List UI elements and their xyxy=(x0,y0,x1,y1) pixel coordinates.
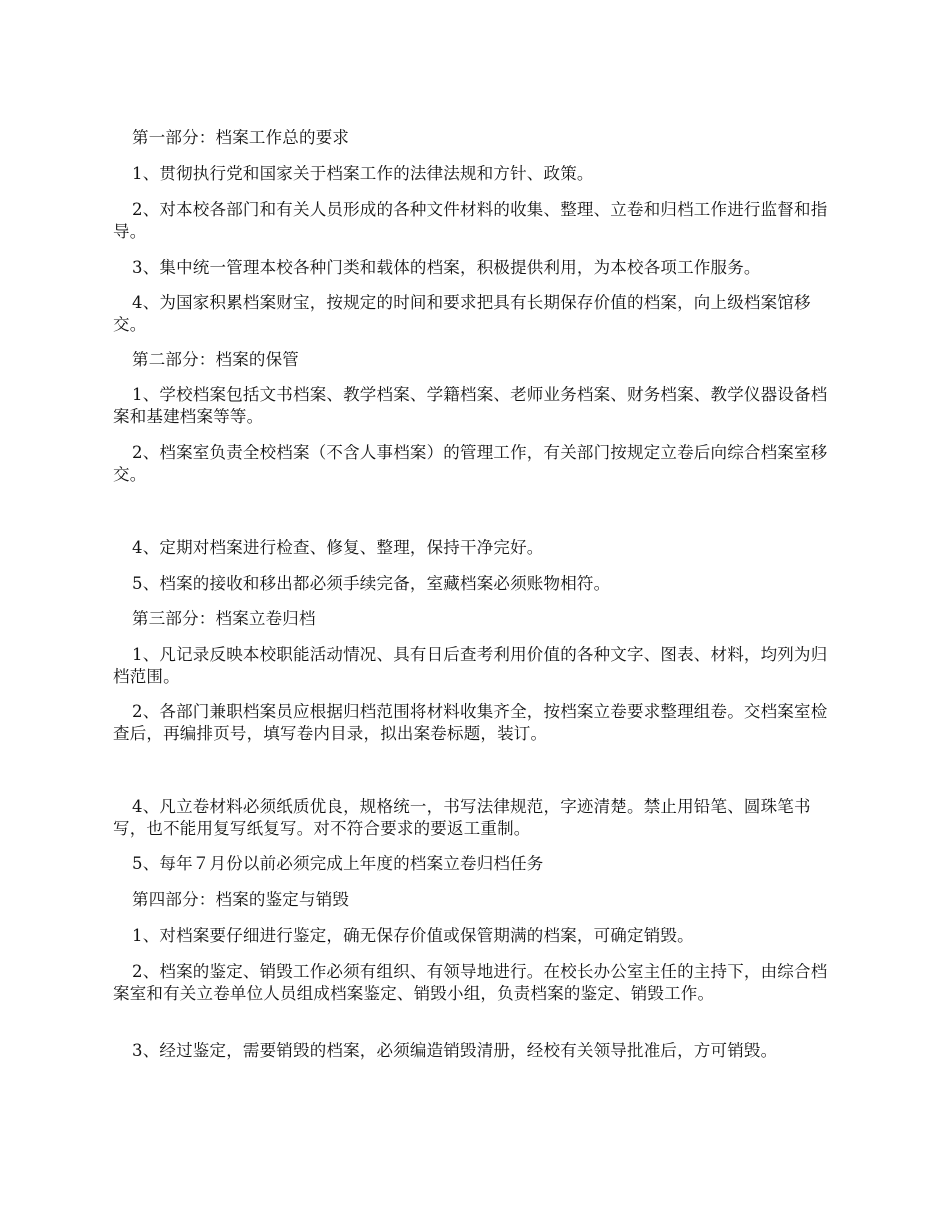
paragraph: 4、凡立卷材料必须纸质优良，规格统一，书写法律规范，字迹清楚。禁止用铅笔、圆珠笔书写，也不能用复写纸复写。对不符合要求的要返工重制。 xyxy=(113,797,811,838)
paragraph: 2、档案室负责全校档案（不含人事档案）的管理工作，有关部门按规定立卷后向综合档案室移交。 xyxy=(113,443,828,484)
section-heading-3: 第三部分：档案立卷归档 xyxy=(132,609,316,628)
section-heading-4: 第四部分：档案的鉴定与销毁 xyxy=(132,890,350,909)
paragraph: 3、经过鉴定，需要销毁的档案，必须编造销毁清册，经校有关领导批准后，方可销毁。 xyxy=(132,1041,778,1060)
paragraph: 5、每年７月份以前必须完成上年度的档案立卷归档任务 xyxy=(132,854,544,873)
paragraph: 3、集中统一管理本校各种门类和载体的档案，积极提供利用，为本校各项工作服务。 xyxy=(132,258,761,277)
paragraph: 4、定期对档案进行检查、修复、整理，保持干净完好。 xyxy=(132,538,544,557)
paragraph: 1、凡记录反映本校职能活动情况、具有日后查考利用价值的各种文字、图表、材料，均列为归档范围。 xyxy=(113,645,828,686)
section-heading-1: 第一部分：档案工作总的要求 xyxy=(132,128,350,147)
paragraph: 5、档案的接收和移出都必须手续完备，室藏档案必须账物相符。 xyxy=(132,574,611,593)
paragraph: 1、学校档案包括文书档案、教学档案、学籍档案、老师业务档案、财务档案、教学仪器设备档案和基建档案等等。 xyxy=(113,385,828,426)
paragraph: 1、贯彻执行党和国家关于档案工作的法律法规和方针、政策。 xyxy=(132,164,594,183)
paragraph: 2、对本校各部门和有关人员形成的各种文件材料的收集、整理、立卷和归档工作进行监督和指导。 xyxy=(113,200,828,241)
paragraph: 4、为国家积累档案财宝，按规定的时间和要求把具有长期保存价值的档案，向上级档案馆移交。 xyxy=(113,293,811,334)
paragraph: 1、对档案要仔细进行鉴定，确无保存价值或保管期满的档案，可确定销毁。 xyxy=(132,926,694,945)
section-heading-2: 第二部分：档案的保管 xyxy=(132,350,299,369)
paragraph: 2、档案的鉴定、销毁工作必须有组织、有领导地进行。在校长办公室主任的主持下，由综合档案室和有关立卷单位人员组成档案鉴定、销毁小组，负责档案的鉴定、销毁工作。 xyxy=(113,962,828,1003)
paragraph: 2、各部门兼职档案员应根据归档范围将材料收集齐全，按档案立卷要求整理组卷。交档案室检查后，再编排页号，填写卷内目录，拟出案卷标题，装订。 xyxy=(113,702,828,743)
